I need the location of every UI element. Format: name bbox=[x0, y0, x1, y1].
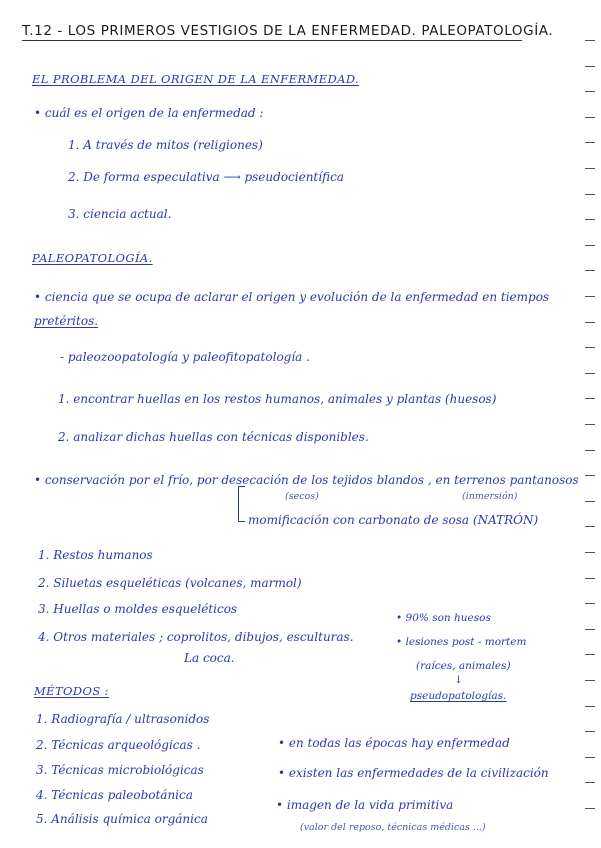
margin-tick bbox=[585, 322, 595, 323]
method-2: 2. Técnicas arqueológicas . bbox=[36, 738, 201, 752]
conclusion-3: • imagen de la vida primitiva bbox=[276, 798, 454, 812]
margin-ticks bbox=[581, 40, 595, 840]
section-heading-metodos: MÉTODOS : bbox=[34, 684, 109, 698]
bracket bbox=[238, 486, 245, 522]
evidence-item-3: 3. Huellas o moldes esqueléticos bbox=[38, 602, 238, 616]
margin-tick bbox=[585, 219, 595, 220]
step-1: 1. encontrar huellas en los restos humanos, animales y plantas (huesos) bbox=[58, 392, 497, 406]
margin-tick bbox=[585, 91, 595, 92]
margin-tick bbox=[585, 66, 595, 67]
method-5: 5. Análisis química orgánica bbox=[36, 812, 208, 826]
side-note-lesiones: • lesiones post - mortem bbox=[396, 636, 527, 648]
method-1: 1. Radiografía / ultrasonidos bbox=[36, 712, 210, 726]
step-2: 2. analizar dichas huellas con técnicas disponibles. bbox=[58, 430, 369, 444]
margin-tick bbox=[585, 654, 595, 655]
margin-tick bbox=[585, 245, 595, 246]
margin-tick bbox=[585, 475, 595, 476]
definition-line-1: • ciencia que se ocupa de aclarar el origen y evolución de la enfermedad en tiempos bbox=[34, 290, 550, 304]
margin-tick bbox=[585, 706, 595, 707]
margin-tick bbox=[585, 347, 595, 348]
evidence-item-1: 1. Restos humanos bbox=[38, 548, 153, 562]
margin-tick bbox=[585, 168, 595, 169]
section-heading-paleopatologia: PALEOPATOLOGÍA. bbox=[32, 251, 153, 265]
margin-tick bbox=[585, 194, 595, 195]
origin-item-1: 1. A través de mitos (religiones) bbox=[68, 138, 263, 152]
margin-tick bbox=[585, 296, 595, 297]
margin-tick bbox=[585, 782, 595, 783]
margin-tick bbox=[585, 398, 595, 399]
momification-line: momificación con carbonato de sosa (NATRÓN) bbox=[248, 513, 539, 527]
title-underline bbox=[22, 40, 522, 41]
origin-item-3: 3. ciencia actual. bbox=[68, 207, 172, 221]
margin-tick bbox=[585, 40, 595, 41]
method-4: 4. Técnicas paleobotánica bbox=[36, 788, 193, 802]
evidence-item-4: 4. Otros materiales ; coprolitos, dibujos, esculturas. bbox=[38, 630, 354, 644]
margin-tick bbox=[585, 680, 595, 681]
margin-tick bbox=[585, 526, 595, 527]
margin-tick bbox=[585, 757, 595, 758]
note-inmersion: (inmersión) bbox=[462, 491, 518, 502]
margin-tick bbox=[585, 373, 595, 374]
page-title: T.12 - LOS PRIMEROS VESTIGIOS DE LA ENFERMEDAD. PALEOPATOLOGÍA. bbox=[22, 23, 554, 39]
evidence-item-2: 2. Siluetas esqueléticas (volcanes, marmol) bbox=[38, 576, 302, 590]
margin-tick bbox=[585, 552, 595, 553]
conclusion-1: • en todas las épocas hay enfermedad bbox=[278, 736, 510, 750]
side-note-90: • 90% son huesos bbox=[396, 612, 491, 624]
conclusion-2: • existen las enfermedades de la civilización bbox=[278, 766, 549, 780]
side-note-arrow: ↓ bbox=[454, 674, 463, 686]
side-note-raices: (raíces, animales) bbox=[416, 660, 511, 672]
margin-tick bbox=[585, 603, 595, 604]
margin-tick bbox=[585, 501, 595, 502]
margin-tick bbox=[585, 450, 595, 451]
margin-tick bbox=[585, 270, 595, 271]
side-note-pseudopatologias: pseudopatologías. bbox=[410, 690, 507, 702]
origin-question: • cuál es el origen de la enfermedad : bbox=[34, 106, 264, 120]
note-secos: (secos) bbox=[285, 491, 319, 502]
origin-item-2: 2. De forma especulativa ⟶ pseudocientífica bbox=[68, 170, 344, 184]
margin-tick bbox=[585, 731, 595, 732]
conservation-line: • conservación por el frío, por desecación de los tejidos blandos , en terrenos pantanosos bbox=[34, 473, 579, 487]
margin-tick bbox=[585, 808, 595, 809]
section-heading-origin: EL PROBLEMA DEL ORIGEN DE LA ENFERMEDAD. bbox=[32, 72, 360, 86]
margin-tick bbox=[585, 424, 595, 425]
margin-tick bbox=[585, 117, 595, 118]
sub-disciplines: - paleozoopatología y paleofitopatología . bbox=[60, 350, 310, 364]
margin-tick bbox=[585, 629, 595, 630]
margin-tick bbox=[585, 578, 595, 579]
definition-line-2: pretéritos. bbox=[34, 314, 99, 328]
conclusion-footnote: (valor del reposo, técnicas médicas ...) bbox=[300, 822, 486, 833]
la-coca-note: La coca. bbox=[184, 651, 235, 665]
margin-tick bbox=[585, 142, 595, 143]
method-3: 3. Técnicas microbiológicas bbox=[36, 763, 204, 777]
